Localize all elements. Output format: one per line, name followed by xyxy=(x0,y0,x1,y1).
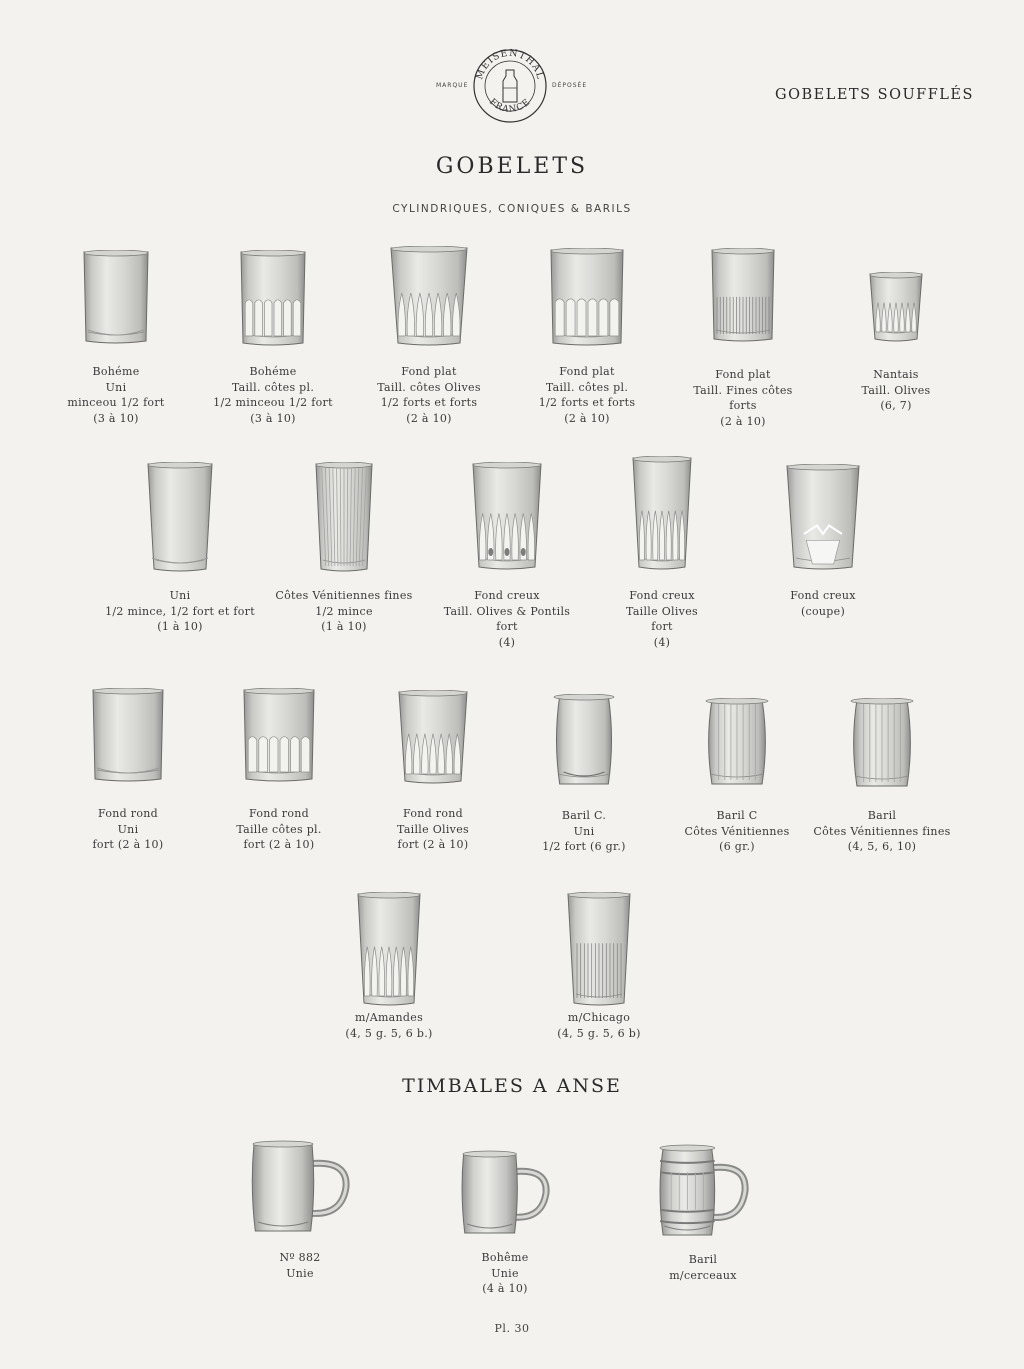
seal-bottom-text: FRANCE xyxy=(487,97,533,116)
glass-illustration xyxy=(471,462,543,570)
page-subtitle: CYLINDRIQUES, CONIQUES & BARILS xyxy=(392,203,632,215)
caption-line: (3 à 10) xyxy=(250,411,296,425)
glass-illustration xyxy=(82,250,150,344)
caption-line: Côtes Vénitiennes fines xyxy=(813,824,951,838)
glass-illustration xyxy=(91,688,165,782)
plate-number: Pl. 30 xyxy=(494,1322,530,1335)
item-caption xyxy=(593,1252,813,1283)
caption-line: Taille Olives xyxy=(626,604,698,618)
caption-line: Fond creux xyxy=(629,589,695,602)
caption-line: (2 à 10) xyxy=(406,411,452,425)
glass-illustration xyxy=(868,272,924,342)
glass-illustration xyxy=(397,690,469,784)
glass-illustration xyxy=(849,698,915,788)
caption-line: Baril xyxy=(867,809,897,822)
caption-line: Baril C. xyxy=(561,809,607,822)
caption-line: Fond rond xyxy=(98,807,158,820)
caption-line: (4, 5 g. 5, 6 b.) xyxy=(345,1026,433,1040)
caption-line: Taill. Fines côtes xyxy=(693,383,793,397)
svg-text:FRANCE xyxy=(487,97,533,115)
caption-line: (1 à 10) xyxy=(157,620,203,633)
glass-illustration xyxy=(314,462,374,572)
section-title-timbales: TIMBALES A ANSE xyxy=(402,1075,622,1097)
caption-line: fort (2 à 10) xyxy=(243,838,315,851)
caption-line: Nº 882 xyxy=(279,1251,321,1264)
caption-line: fort xyxy=(651,620,673,633)
caption-line: Bohéme xyxy=(249,365,297,378)
caption-line: Bohême xyxy=(481,1251,529,1264)
caption-line: 1/2 forts et forts xyxy=(380,396,478,409)
caption-line: Côtes Vénitiennes fines xyxy=(275,589,413,602)
caption-line: (2 à 10) xyxy=(564,411,610,425)
caption-line: 1/2 mince xyxy=(315,604,373,618)
item-caption xyxy=(279,1010,499,1041)
meisenthal-seal-logo xyxy=(470,40,550,128)
glass-illustration xyxy=(704,698,770,786)
caption-line: m/Chicago xyxy=(567,1011,631,1024)
caption-line: (3 à 10) xyxy=(93,411,139,425)
item-caption xyxy=(772,808,992,855)
caption-line: 1/2 fort (6 gr.) xyxy=(542,840,626,853)
caption-line: Unie xyxy=(286,1266,314,1280)
caption-line: Taill. Olives xyxy=(861,383,931,397)
item-caption xyxy=(190,1250,410,1281)
caption-line: m/cerceaux xyxy=(669,1268,737,1282)
caption-line: Fond rond xyxy=(403,807,463,820)
page-title: GOBELETS xyxy=(435,154,589,179)
mug-illustration xyxy=(657,1144,749,1238)
svg-text:MEISENTHAL xyxy=(474,48,545,81)
item-caption xyxy=(489,1010,709,1041)
mug-illustration xyxy=(250,1140,350,1234)
item-caption xyxy=(786,367,1006,414)
caption-line: Uni xyxy=(169,589,191,602)
caption-line: Unie xyxy=(491,1266,519,1280)
glass-illustration xyxy=(356,892,422,1006)
section-label: GOBELETS SOUFFLÉS xyxy=(775,87,974,103)
caption-line: Fond creux xyxy=(474,589,540,602)
glass-illustration xyxy=(566,892,632,1006)
mug-illustration xyxy=(460,1150,550,1236)
glass-illustration xyxy=(239,250,307,346)
caption-line: Fond plat xyxy=(715,368,771,381)
caption-line: fort (2 à 10) xyxy=(397,838,469,851)
item-caption xyxy=(395,1250,615,1297)
glass-illustration xyxy=(631,456,693,570)
seal-right-label: DÉPOSÉE xyxy=(552,82,588,89)
caption-line: Baril xyxy=(688,1253,718,1266)
caption-line: fort (2 à 10) xyxy=(92,838,164,851)
caption-line: Fond creux xyxy=(790,589,856,602)
caption-line: Baril C xyxy=(716,809,758,822)
seal-left-label: MARQUE xyxy=(436,82,469,89)
caption-line: (4 à 10) xyxy=(482,1282,528,1295)
caption-line: minceou 1/2 fort xyxy=(67,396,165,409)
caption-line: Côtes Vénitiennes xyxy=(684,824,790,838)
item-caption xyxy=(713,588,933,619)
caption-line: 1/2 minceou 1/2 fort xyxy=(213,396,333,409)
caption-line: Taille Olives xyxy=(397,822,469,836)
caption-line: Taill. côtes pl. xyxy=(231,380,315,394)
glass-illustration xyxy=(242,688,316,782)
caption-line: Fond plat xyxy=(559,365,615,378)
caption-line: Nantais xyxy=(873,368,919,381)
caption-line: Taill. côtes pl. xyxy=(545,380,629,394)
glass-illustration xyxy=(389,246,469,346)
caption-line: Taill. Olives & Pontils xyxy=(443,604,571,618)
seal-top-text: MEISENTHAL xyxy=(474,47,546,81)
caption-line: (6, 7) xyxy=(880,399,912,412)
caption-line: Fond rond xyxy=(249,807,309,820)
caption-line: forts xyxy=(729,399,757,412)
caption-line: m/Amandes xyxy=(354,1011,424,1024)
caption-line: fort xyxy=(496,620,518,633)
glass-illustration xyxy=(785,464,861,570)
caption-line: Uni xyxy=(573,824,595,838)
caption-line: Uni xyxy=(117,822,139,836)
caption-line: Uni xyxy=(105,380,127,394)
caption-line: (coupe) xyxy=(800,604,846,618)
caption-line: 1/2 mince, 1/2 fort et fort xyxy=(105,604,255,618)
caption-line: (6 gr.) xyxy=(719,840,755,853)
glass-illustration xyxy=(146,462,214,572)
glass-illustration xyxy=(552,694,616,786)
caption-line: (4, 5, 6, 10) xyxy=(847,840,917,853)
caption-line: (1 à 10) xyxy=(321,620,367,633)
caption-line: Fond plat xyxy=(401,365,457,378)
caption-line: Bohéme xyxy=(92,365,140,378)
glass-illustration xyxy=(710,248,776,342)
caption-line: (2 à 10) xyxy=(720,414,766,428)
caption-line: (4) xyxy=(498,635,516,649)
caption-line: Taille côtes pl. xyxy=(236,822,322,836)
caption-line: 1/2 forts et forts xyxy=(538,396,636,409)
glass-illustration xyxy=(549,248,625,346)
caption-line: Taill. côtes Olives xyxy=(377,380,481,394)
caption-line: (4) xyxy=(653,635,671,649)
caption-line: (4, 5 g. 5, 6 b) xyxy=(557,1026,641,1040)
